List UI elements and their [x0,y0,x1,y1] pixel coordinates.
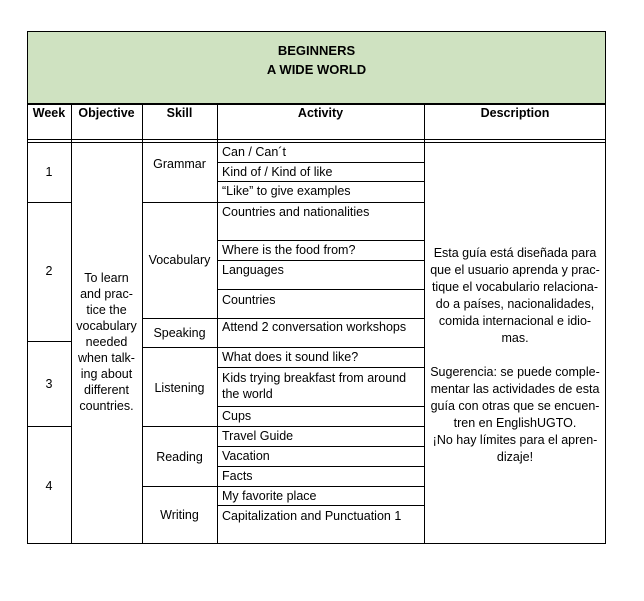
header-activity: Activity [297,106,344,120]
activity-item: What does it sound like? [222,350,359,364]
skill-writing: Writing [160,508,199,522]
header-objective: Objective [78,106,135,120]
description-line: ¡No hay límites para el apren- [432,433,598,447]
objective-line: vocabulary [76,319,137,333]
objective-line: when talk- [78,351,135,365]
activity-item: Languages [222,263,284,277]
week-number: 4 [45,479,53,493]
activity-separator [217,426,424,427]
activity-item: Where is the food from? [222,243,356,257]
activity-separator [217,486,424,487]
activity-separator [217,181,424,182]
objective-line: ing about [80,367,133,381]
activity-item: Attend 2 conversation workshops [222,320,407,334]
description-line: do a países, nacionalidades, [435,297,595,311]
activity-separator [217,505,424,506]
description-line: mas. [501,331,529,345]
skill-separator [142,347,217,348]
activity-separator [217,367,424,368]
activity-separator [217,289,424,290]
activity-separator [217,240,424,241]
skill-separator [142,202,217,203]
description-line: guía con otras que se encuen- [430,399,600,413]
objective-line: To learn [84,271,129,285]
description-line: Sugerencia: se puede comple- [430,365,600,379]
objective-line: tice the [86,303,127,317]
skill-speaking: Speaking [153,326,206,340]
activity-separator [217,162,424,163]
activity-item: Facts [222,469,253,483]
activity-separator [217,347,424,348]
activity-item: My favorite place [222,489,317,503]
activity-item: Travel Guide [222,429,294,443]
activity-item: “Like” to give examples [222,184,351,198]
description-line: dizaje! [496,450,534,464]
header-line-2 [27,142,606,143]
week-separator [27,426,71,427]
title-line-1: BEGINNERS [277,43,356,58]
objective-line: different [84,383,129,397]
objective-line: needed [85,335,128,349]
activity-item: Cups [222,409,252,423]
description-line: mentar las actividades de esta [430,382,600,396]
description-line: que el usuario aprenda y prac- [430,263,600,277]
activity-item: Capitalization and Punctuation 1 [222,509,402,523]
activity-separator [217,260,424,261]
activity-item: Can / Can´t [222,145,286,159]
objective-line: and prac- [80,287,133,301]
skill-grammar: Grammar [153,157,206,171]
skill-vocabulary: Vocabulary [148,253,211,267]
activity-item: Kids trying breakfast from around [222,371,407,385]
week-number: 3 [45,377,53,391]
activity-item: Kind of / Kind of like [222,165,333,179]
title-line-2: A WIDE WORLD [266,62,367,77]
description-line: Esta guía está diseñada para [433,246,597,260]
skill-separator [142,486,217,487]
description-line: comida internacional e idio- [438,314,592,328]
week-number: 1 [45,165,53,179]
header-line [27,139,606,140]
activity-separator [217,202,424,203]
week-separator [27,341,71,342]
description-line: tren en EnglishUGTO. [453,416,577,430]
activity-separator [217,466,424,467]
skill-separator [142,426,217,427]
col-divider-skill [217,104,218,544]
week-separator [27,202,71,203]
activity-item: Countries and nationalities [222,205,370,219]
header-skill: Skill [166,106,193,120]
activity-separator [217,446,424,447]
header-description: Description [480,106,550,120]
activity-separator [217,406,424,407]
activity-item: Countries [222,293,276,307]
activity-item: Vacation [222,449,270,463]
description-line: tique el vocabulario relaciona- [431,280,599,294]
activity-item: the world [222,387,273,401]
objective-line: countries. [79,399,134,413]
week-number: 2 [45,264,53,278]
header-week: Week [32,106,66,120]
skill-separator [142,318,217,319]
skill-listening: Listening [154,381,205,395]
skill-reading: Reading [156,450,203,464]
